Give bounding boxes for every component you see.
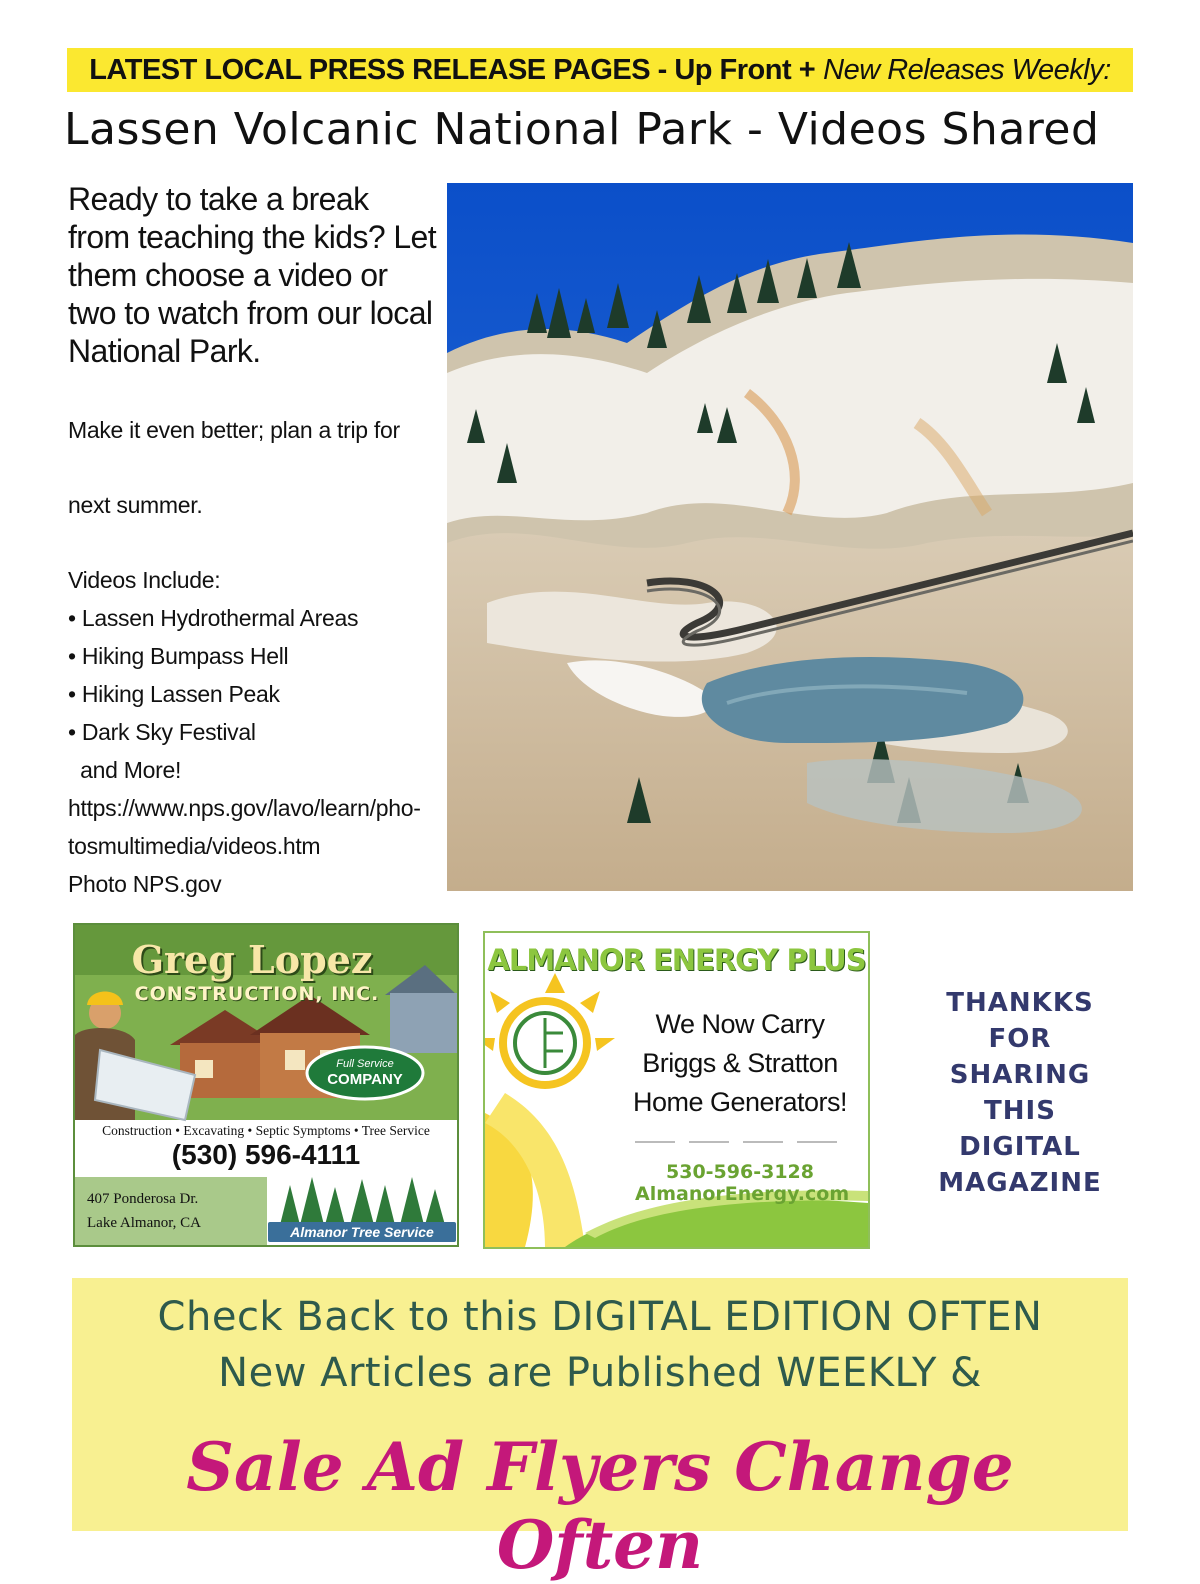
sale-ad-flyers-headline: Sale Ad Flyers Change Often — [186, 1428, 1014, 1584]
greg-lopez-name: Greg Lopez — [131, 937, 373, 982]
video-item: • Dark Sky Festival — [68, 719, 256, 745]
greg-lopez-phone[interactable]: (530) 596-4111 — [171, 1139, 361, 1170]
thanks-line: DIGITAL — [959, 1132, 1081, 1162]
videos-url-line2[interactable]: tosmultimedia/videos.htm — [68, 833, 321, 859]
press-release-banner — [67, 48, 1133, 92]
almanor-energy-ad[interactable] — [483, 931, 870, 1249]
video-item: • Hiking Lassen Peak — [68, 681, 280, 707]
almanor-tree-service-logo: Almanor Tree Service — [268, 1222, 456, 1242]
almanor-line3: Home Generators! — [632, 1087, 848, 1117]
video-item: • Lassen Hydrothermal Areas — [68, 605, 359, 631]
greg-lopez-services: Construction • Excavating • Septic Symptoms • Tree Service — [102, 1123, 430, 1138]
notice-line1: Check Back to this DIGITAL EDITION OFTEN — [157, 1294, 1043, 1340]
landscape-illustration — [447, 183, 1133, 891]
greg-lopez-company: CONSTRUCTION, INC. — [134, 983, 380, 1005]
thanks-line: THIS — [984, 1096, 1056, 1126]
greg-lopez-address-line2: Lake Almanor, CA — [87, 1215, 201, 1231]
photo-credit: Photo NPS.gov — [68, 871, 222, 897]
full-service-badge-line1: Full Service — [336, 1058, 394, 1070]
thanks-line: THANKKS — [946, 988, 1094, 1018]
intro-line: two to watch from our local — [68, 295, 433, 331]
videos-heading: Videos Include: — [68, 567, 221, 593]
thanks-line: MAGAZINE — [938, 1168, 1102, 1198]
bumpass-hell-photo — [447, 183, 1133, 891]
digital-edition-notice — [72, 1278, 1128, 1584]
intro-line: National Park. — [68, 333, 261, 369]
thanks-line: FOR — [988, 1024, 1052, 1054]
thanks-message — [920, 985, 1120, 1201]
video-item: • Hiking Bumpass Hell — [68, 643, 289, 669]
article-title: Lassen Volcanic National Park - Videos Shared — [64, 104, 1100, 155]
almanor-line1: We Now Carry — [655, 1009, 825, 1039]
almanor-line2: Briggs & Stratton — [642, 1048, 838, 1078]
banner-bold-text: LATEST LOCAL PRESS RELEASE PAGES - Up Front + — [89, 53, 816, 86]
trip-text-line1: Make it even better; plan a trip for — [68, 417, 400, 443]
banner-italic-text: New Releases Weekly: — [823, 53, 1111, 86]
almanor-phone[interactable]: 530-596-3128 — [666, 1161, 814, 1183]
article-intro — [68, 180, 448, 370]
intro-line: from teaching the kids? Let — [68, 219, 437, 255]
videos-url[interactable] — [68, 795, 421, 822]
video-item: and More! — [68, 757, 182, 783]
notice-line2: New Articles are Published WEEKLY & — [218, 1350, 982, 1396]
full-service-badge-line2: COMPANY — [327, 1071, 403, 1088]
videos-url-line1[interactable]: https://www.nps.gov/lavo/learn/pho- — [68, 795, 421, 821]
intro-line: Ready to take a break — [68, 181, 369, 217]
thanks-line: SHARING — [949, 1060, 1091, 1090]
greg-lopez-ad[interactable] — [73, 923, 459, 1247]
trip-text-line2: next summer. — [68, 492, 203, 518]
greg-lopez-address-line1: 407 Ponderosa Dr. — [87, 1191, 199, 1207]
almanor-energy-name: ALMANOR ENERGY PLUS — [487, 943, 866, 977]
intro-line: them choose a video or — [68, 257, 388, 293]
almanor-website[interactable]: AlmanorEnergy.com — [635, 1183, 850, 1205]
